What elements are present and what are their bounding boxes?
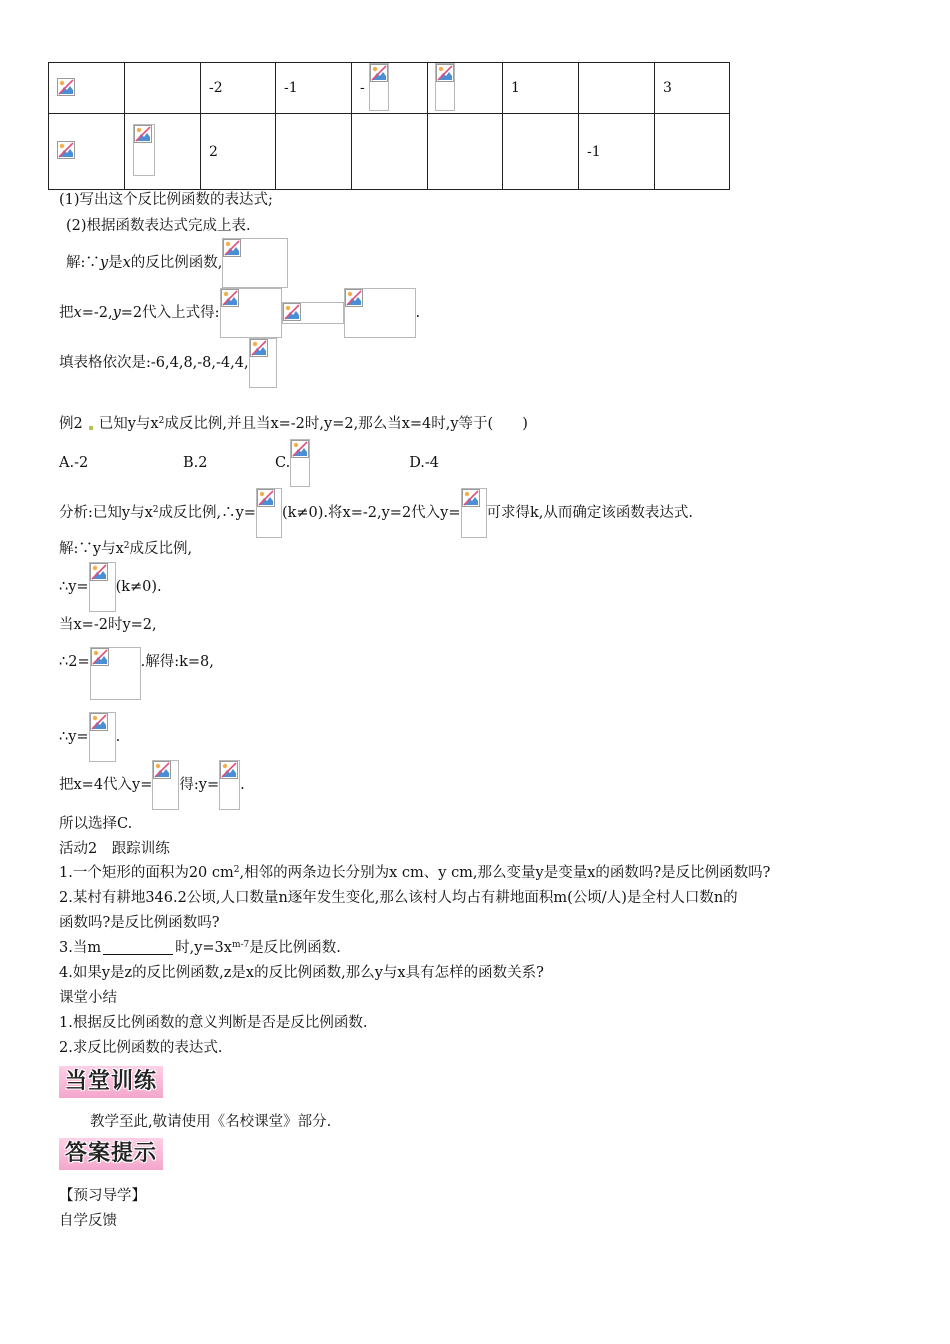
text: 成反比例,并且当x=-2时,y=2,那么当x=4时,y等于( ) [164, 416, 528, 432]
table-cell [49, 63, 125, 114]
image-placeholder [152, 760, 179, 810]
image-placeholder [249, 338, 277, 388]
broken-image-icon [134, 125, 152, 143]
teaching-note: 教学至此,敬请使用《名校课堂》部分. [90, 1114, 332, 1130]
text: x [73, 304, 82, 321]
dot-marker [89, 426, 93, 430]
superscript: 2 [233, 864, 240, 875]
text: 分析:已知y与x [59, 504, 153, 521]
superscript: 2 [152, 504, 159, 515]
text: 把x=4代入y= [59, 776, 153, 793]
image-placeholder [133, 124, 155, 176]
text: ,相邻的两条边长分别为x cm、y cm,那么变量y是变量x的函数吗?是反比例函数吗? [239, 865, 771, 881]
task-1 [59, 866, 770, 881]
broken-image-icon [90, 713, 108, 731]
table-cell [352, 114, 428, 190]
text: 得:y= [179, 776, 220, 793]
solution-line [66, 238, 288, 288]
table-cell: 2 [201, 114, 276, 190]
image-placeholder [220, 288, 282, 338]
text: (k≠0).将x=-2,y=2代入y= [281, 504, 461, 521]
summary-2: 2.求反比例函数的表达式. [59, 1040, 223, 1056]
text: 时,y=3x [175, 940, 232, 956]
table-cell: -1 [579, 114, 655, 190]
answer-blank [103, 942, 173, 955]
text: 已知y与x [98, 416, 159, 432]
text: 解:∵y与x [59, 541, 124, 557]
image-placeholder [344, 288, 416, 338]
text: 3.当m [59, 940, 102, 956]
superscript: m-7 [231, 939, 250, 950]
text: ∴y= [59, 728, 89, 745]
section-banner-answers: 答案提示 [59, 1138, 163, 1170]
text: x [122, 254, 131, 271]
example-label: 例2 [59, 416, 83, 432]
broken-image-icon [90, 563, 108, 581]
broken-image-icon [436, 64, 454, 82]
text: 是反比例函数. [249, 940, 341, 956]
image-placeholder [90, 647, 141, 700]
table-cell [276, 114, 352, 190]
broken-image-icon [57, 78, 75, 96]
image-placeholder [369, 63, 389, 111]
table-cell [428, 114, 503, 190]
table-cell [125, 114, 201, 190]
superscript: 2 [123, 540, 130, 551]
broken-image-icon [462, 489, 480, 507]
solution-line [59, 338, 277, 388]
text: 成反比例,∴y= [158, 504, 256, 521]
broken-image-icon [153, 761, 171, 779]
text: 的反比例函数, [130, 254, 223, 271]
preview-heading: 【预习导学】 [59, 1188, 146, 1204]
option-b: B.2 [183, 454, 208, 471]
solution-line [59, 288, 420, 338]
text: =2代入上式得: [120, 304, 220, 321]
summary-heading: 课堂小结 [59, 990, 117, 1006]
solution-line [59, 542, 192, 557]
broken-image-icon [250, 339, 268, 357]
broken-image-icon [223, 239, 241, 257]
task-2: 2.某村有耕地346.2公顷,人口数量n逐年发生变化,那么该村人均占有耕地面积m(公顷/人)是全村人口数n的 [59, 890, 738, 906]
table-cell [579, 63, 655, 114]
task-4: 4.如果y是z的反比例函数,z是x的反比例函数,那么y与x具有怎样的函数关系? [59, 965, 544, 981]
image-placeholder [290, 439, 310, 487]
broken-image-icon [91, 648, 109, 666]
text: .解得:k=8, [140, 654, 214, 670]
example-2 [59, 417, 528, 432]
task-3 [59, 941, 341, 956]
broken-image-icon [257, 489, 275, 507]
option-d: D.-4 [409, 454, 440, 471]
broken-image-icon [291, 440, 309, 458]
broken-image-icon [220, 761, 238, 779]
table-cell [503, 114, 579, 190]
table-cell [352, 63, 428, 114]
table-cell: 3 [655, 63, 730, 114]
solution-line [59, 562, 162, 612]
text: ∴2= [59, 654, 90, 670]
text: (k≠0). [115, 578, 162, 595]
text: 成反比例, [129, 541, 193, 557]
solution-line [59, 647, 214, 700]
question-1: (1)写出这个反比例函数的表达式; [59, 192, 273, 208]
value-table [48, 62, 730, 190]
text: 1.一个矩形的面积为20 cm [59, 865, 234, 881]
table-cell [125, 63, 201, 114]
solution-line [59, 712, 120, 762]
text: 把 [59, 304, 74, 321]
table-cell [49, 114, 125, 190]
text: ∴y= [59, 578, 89, 595]
text: . [240, 776, 245, 793]
broken-image-icon [345, 289, 363, 307]
superscript: 2 [158, 415, 165, 426]
image-placeholder [89, 712, 116, 762]
image-placeholder [461, 488, 487, 538]
question-2: (2)根据函数表达式完成上表. [66, 218, 251, 234]
option-c: C. [275, 454, 291, 471]
table-cell: 1 [503, 63, 579, 114]
text: . [115, 728, 121, 745]
text: 解:∵ [66, 254, 100, 271]
image-placeholder [89, 562, 116, 612]
text: y [112, 304, 121, 321]
table-cell [428, 63, 503, 114]
text: 是 [108, 254, 123, 271]
image-placeholder [219, 760, 240, 810]
broken-image-icon [57, 141, 75, 159]
activity-heading: 活动2 跟踪训练 [59, 841, 170, 857]
broken-image-icon [221, 289, 239, 307]
solution-line: 所以选择C. [59, 816, 133, 832]
table-row [49, 63, 730, 114]
summary-1: 1.根据反比例函数的意义判断是否是反比例函数. [59, 1015, 368, 1031]
section-banner-practice: 当堂训练 [59, 1066, 163, 1098]
broken-image-icon [370, 64, 388, 82]
option-a: A.-2 [59, 454, 89, 471]
text: 可求得k,从而确定该函数表达式. [486, 504, 694, 521]
image-placeholder [222, 238, 288, 288]
solution-line: 当x=-2时y=2, [59, 617, 157, 633]
text: =-2, [81, 304, 113, 321]
solution-line [59, 760, 245, 810]
table-cell: -1 [276, 63, 352, 114]
broken-image-icon [283, 303, 301, 321]
table-cell-text: - [360, 80, 365, 96]
image-placeholder [282, 302, 344, 324]
text: 填表格依次是:-6,4,8,-8,-4,4, [59, 354, 249, 371]
image-placeholder [256, 488, 282, 538]
task-2-cont: 函数吗?是反比例函数吗? [59, 915, 220, 931]
table-row [49, 114, 730, 190]
options-line [59, 438, 439, 488]
table-cell: -2 [201, 63, 276, 114]
table-cell [655, 114, 730, 190]
analysis-line [59, 488, 693, 538]
feedback-heading: 自学反馈 [59, 1213, 117, 1229]
text: y [99, 254, 109, 271]
text: . [415, 304, 421, 321]
image-placeholder [435, 63, 455, 111]
